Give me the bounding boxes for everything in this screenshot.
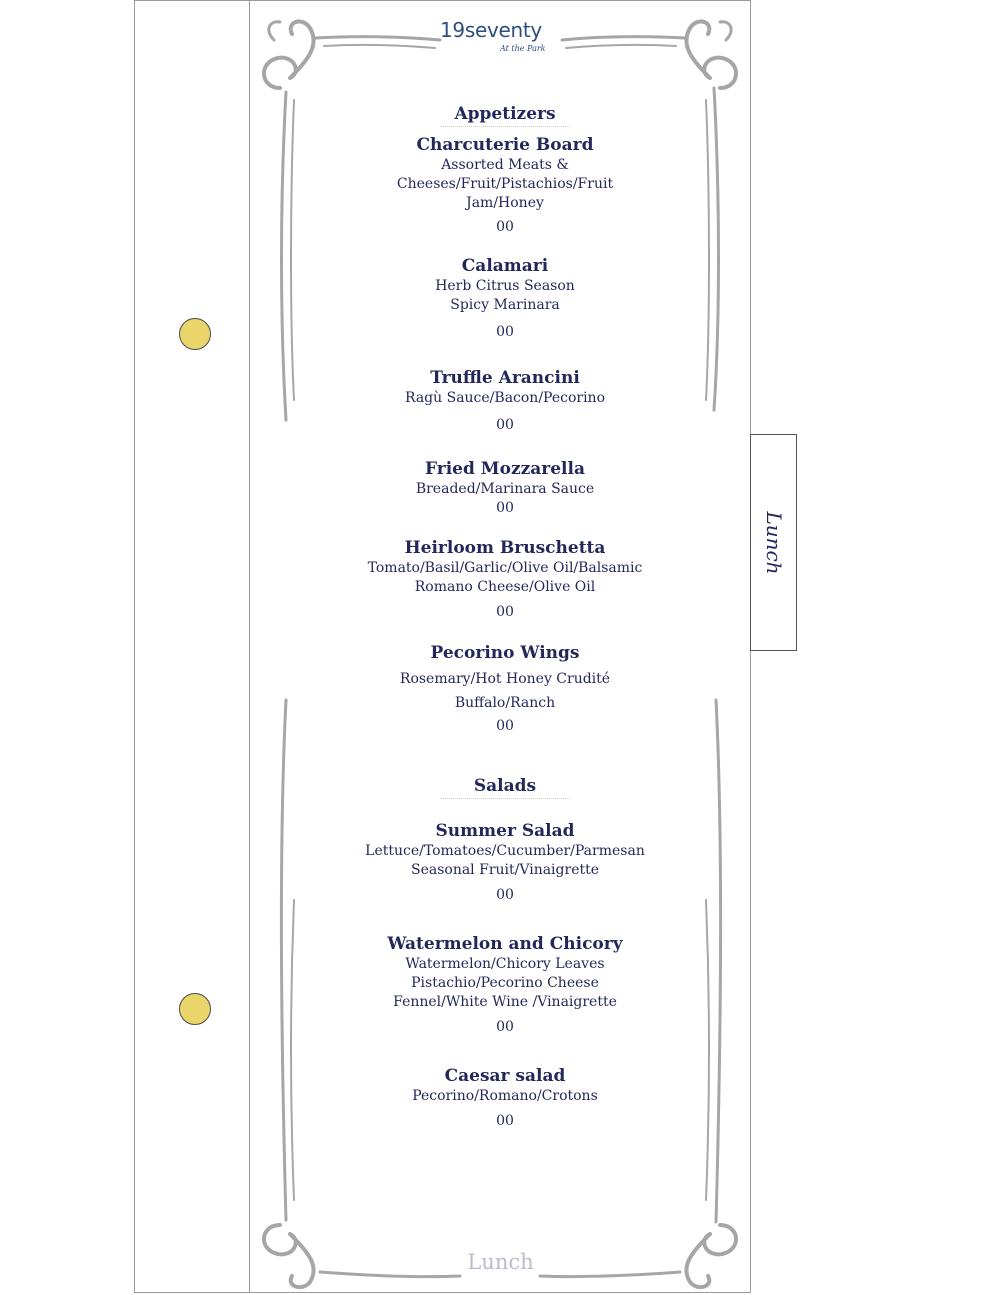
item-price: 00 <box>496 219 514 235</box>
binder-ring-top <box>179 318 211 350</box>
item-price: 00 <box>496 324 514 340</box>
binder-spine <box>134 0 250 1293</box>
item-description: Buffalo/Ranch <box>454 695 556 711</box>
item-name: Summer Salad <box>435 821 575 841</box>
item-description: Lettuce/Tomatoes/Cucumber/Parmesan <box>365 843 645 859</box>
item-price: 00 <box>496 887 514 903</box>
menu-item <box>335 537 675 621</box>
item-description: Breaded/Marinara Sauce <box>415 481 595 497</box>
item-price: 00 <box>496 500 514 516</box>
menu-item <box>335 933 675 1036</box>
menu-item <box>335 134 675 236</box>
item-description: Spicy Marinara <box>450 297 560 313</box>
menu-item <box>335 1065 675 1130</box>
brand-tagline: At the Park <box>500 44 546 53</box>
menu-item <box>335 255 675 341</box>
section-title-salads: Salads <box>355 776 655 799</box>
lunch-tab-label: Lunch <box>761 510 786 575</box>
menu-item <box>335 820 675 904</box>
item-price: 00 <box>496 1113 514 1129</box>
item-name: Charcuterie Board <box>416 135 594 155</box>
item-description: Seasonal Fruit/Vinaigrette <box>410 862 600 878</box>
lunch-tab[interactable] <box>750 434 797 651</box>
item-price: 00 <box>496 1019 514 1035</box>
item-description: Ragù Sauce/Bacon/Pecorino <box>404 390 606 406</box>
item-description: Rosemary/Hot Honey Crudité <box>399 671 611 687</box>
item-description: Pecorino/Romano/Crotons <box>412 1088 598 1104</box>
item-description: Watermelon/Chicory Leaves <box>405 956 605 972</box>
item-description: Jam/Honey <box>466 195 544 211</box>
footer-label: Lunch <box>467 1250 534 1274</box>
item-name: Fried Mozzarella <box>425 459 585 479</box>
flourish-top-right <box>686 21 736 88</box>
item-description: Pistachio/Pecorino Cheese <box>411 975 599 991</box>
item-description: Romano Cheese/Olive Oil <box>414 579 596 595</box>
item-price: 00 <box>496 718 514 734</box>
item-name: Truffle Arancini <box>430 368 580 388</box>
item-price: 00 <box>496 604 514 620</box>
item-name: Pecorino Wings <box>430 643 580 663</box>
item-description: Tomato/Basil/Garlic/Olive Oil/Balsamic <box>367 560 643 576</box>
brand-logo <box>440 18 562 58</box>
item-description: Herb Citrus Season <box>435 278 575 294</box>
binder-ring-bottom <box>179 993 211 1025</box>
item-price: 00 <box>496 417 514 433</box>
item-name: Watermelon and Chicory <box>387 934 623 954</box>
item-description: Cheeses/Fruit/Pistachios/Fruit <box>396 176 614 192</box>
brand-name: 19seventy <box>440 18 542 42</box>
item-name: Caesar salad <box>444 1066 566 1086</box>
item-name: Calamari <box>461 256 549 276</box>
menu-item <box>335 458 675 517</box>
flourish-top-left <box>264 21 314 88</box>
item-name: Heirloom Bruschetta <box>404 538 606 558</box>
menu-item <box>335 642 675 735</box>
item-description: Fennel/White Wine /Vinaigrette <box>393 994 617 1010</box>
item-description: Assorted Meats & <box>441 157 569 173</box>
menu-item <box>335 367 675 434</box>
section-title-appetizers: Appetizers <box>355 104 655 127</box>
